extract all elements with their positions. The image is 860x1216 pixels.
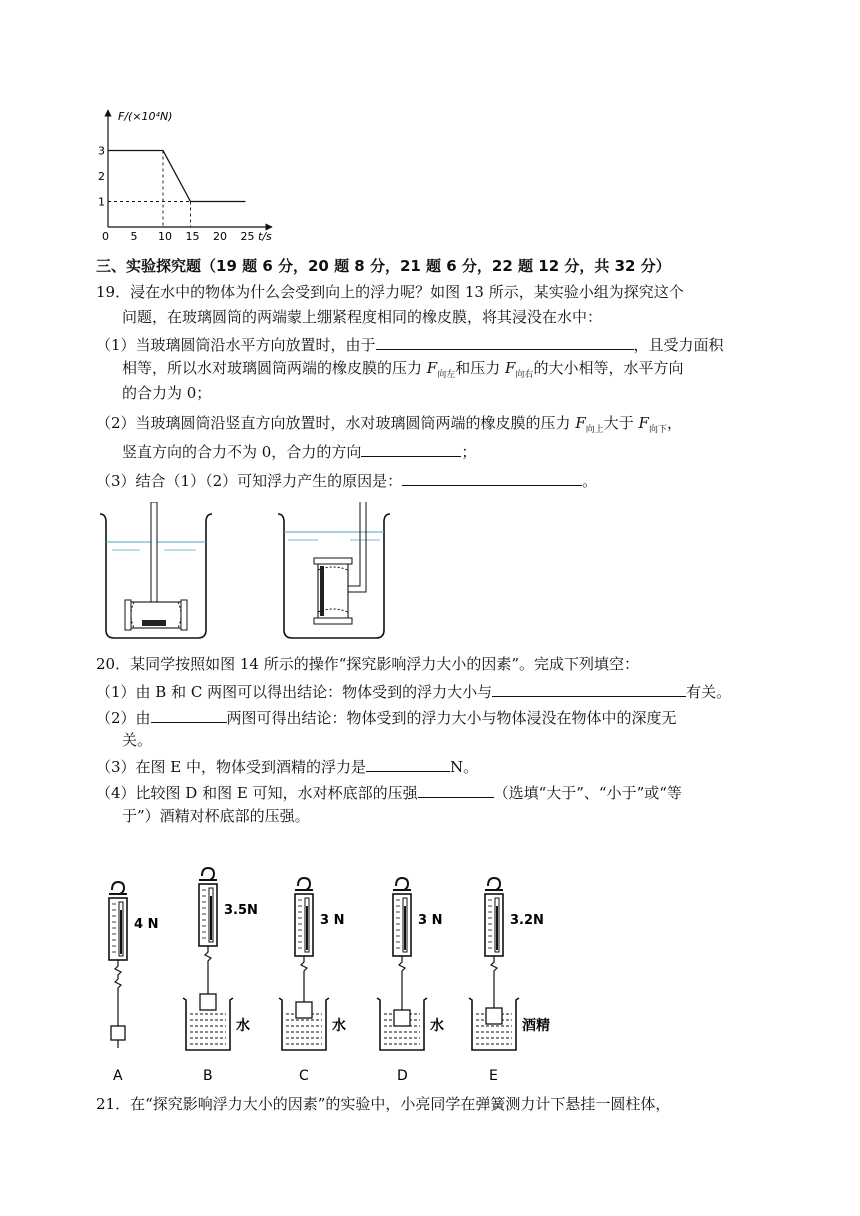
y-tick-label: 2: [98, 170, 105, 183]
q19-part3-line: [96, 469, 597, 491]
force-time-graph: [96, 104, 286, 244]
x-tick-label: 25: [240, 230, 255, 243]
q19-part2-text-a: （2）当玻璃圆筒沿竖直方向放置时，水对玻璃圆筒两端的橡皮膜的压力: [96, 414, 576, 432]
f-symbol: F: [638, 414, 649, 432]
q19-period: 。: [582, 472, 598, 490]
hanger-icon: [485, 878, 503, 890]
hanger-icon: [199, 868, 217, 880]
q20-part1: [96, 680, 731, 702]
panel-letter: E: [489, 1068, 498, 1084]
q19-part1-text-a: （1）当玻璃圆筒沿水平方向放置时，由于: [96, 336, 376, 354]
q19-bigger: 大于: [603, 414, 639, 432]
y-tick-label: 1: [98, 195, 105, 209]
q20-blank-2[interactable]: [151, 706, 227, 723]
sub-left: 向左: [437, 370, 456, 380]
sub-up: 向上: [585, 425, 604, 435]
q20-part1-text-b: 有关。: [686, 683, 732, 701]
block: [111, 1026, 125, 1040]
scale-reading: 3.5N: [224, 903, 258, 918]
scale-body: [109, 898, 127, 960]
figure14-spring-scales: [96, 858, 576, 1088]
q20-stem: 20．某同学按照如图 14 所示的操作“探究影响浮力大小的因素”。完成下列填空：: [96, 655, 640, 673]
q20-part1-text-a: （1）由 B 和 C 两图可以得出结论：物体受到的浮力大小与: [96, 683, 493, 701]
q19-blank-2[interactable]: [361, 440, 461, 457]
scale-panel-e: [469, 878, 550, 1084]
block: [486, 1008, 502, 1024]
q20-part3-text-b: N。: [450, 758, 479, 776]
q19-part1-text-c: 相等，所以水对玻璃圆筒两端的橡皮膜的压力: [122, 359, 427, 377]
x-tick-label: 5: [130, 230, 138, 243]
q20-blank-3[interactable]: [366, 755, 450, 772]
q20-part2-line2: 关。: [122, 731, 153, 749]
sub-right: 向右: [515, 370, 534, 380]
panel-letter: A: [113, 1068, 123, 1084]
q19-part2-text-b: 竖直方向的合力不为 0，合力的方向: [122, 443, 362, 461]
q20-part3-text-a: （3）在图 E 中，物体受到酒精的浮力是: [96, 758, 367, 776]
q20-part2-text-a: （2）由: [96, 709, 151, 727]
q19-blank-3[interactable]: [402, 469, 582, 486]
x-tick-label: 15: [185, 230, 200, 243]
x-tick-label: 20: [213, 230, 227, 243]
liquid-label: 水: [332, 1018, 346, 1034]
beaker-vertical: [278, 502, 390, 638]
y-tick-label: 3: [98, 144, 105, 158]
scale-body: [199, 884, 217, 946]
q20-blank-4[interactable]: [418, 781, 494, 798]
q20-part4-text-a: （4）比较图 D 和图 E 可知，水对杯底部的压强: [96, 784, 418, 802]
q19-part1-line1: [96, 333, 724, 355]
x-tick-label: 10: [158, 230, 172, 243]
scale-reading: 3 N: [418, 913, 443, 928]
q19-stem-line2: 问题，在玻璃圆筒的两端蒙上绷紧程度相同的橡皮膜，将其浸没在水中：: [122, 308, 603, 326]
q20-part2-line1: [96, 706, 677, 728]
hanger-icon: [109, 882, 127, 894]
q20-part3: [96, 755, 478, 777]
sub-down: 向下: [648, 425, 667, 435]
panel-letter: C: [299, 1068, 309, 1084]
scale-reading: 3 N: [320, 913, 345, 928]
q19-comma: ，: [666, 414, 682, 432]
q19-semicolon: ；: [461, 443, 477, 461]
scale-reading: 4 N: [134, 917, 159, 932]
f-symbol: F: [575, 414, 586, 432]
hanger-icon: [295, 878, 313, 890]
hanger-icon: [393, 878, 411, 890]
scale-body: [485, 894, 503, 956]
q19-blank-1[interactable]: [376, 333, 634, 350]
block: [394, 1010, 410, 1026]
liquid-label: 水: [236, 1018, 250, 1034]
graph-x-axis-label: t/s: [258, 230, 272, 243]
block: [200, 994, 216, 1010]
scale-reading: 3.2N: [510, 913, 544, 928]
f-symbol: F: [426, 359, 438, 377]
beaker-horizontal: [100, 502, 212, 638]
scale-body: [393, 894, 411, 956]
q21-stem: 21．在“探究影响浮力大小的因素”的实验中，小亮同学在弹簧测力计下悬挂一圆柱体，: [96, 1095, 671, 1113]
block: [296, 1002, 312, 1018]
scale-panel-c: [279, 878, 346, 1084]
q19-part3-text: （3）结合（1）（2）可知浮力产生的原因是：: [96, 472, 403, 490]
panel-letter: D: [397, 1068, 408, 1084]
figure13-beakers: [92, 502, 422, 642]
graph-y-axis-label: F/(×10⁴N): [118, 110, 173, 123]
q19-stem-line1: 19．浸在水中的物体为什么会受到向上的浮力呢？如图 13 所示，某实验小组为探究这个: [96, 283, 684, 301]
scale-panel-b: [183, 868, 258, 1084]
force-series-line: [108, 151, 246, 202]
scale-panel-d: [377, 878, 444, 1084]
q20-part2-text-b: 两图可得出结论：物体受到的浮力大小与物体浸没在物体中的深度无: [226, 709, 677, 727]
scale-panel-a: [109, 882, 158, 1084]
x-tick-label: 0: [102, 230, 109, 243]
q20-part4-text-b: （选填“大于”、“小于”或“等: [493, 784, 682, 802]
q19-part1-text-b: ，且受力面积: [633, 336, 724, 354]
liquid-label: 水: [430, 1018, 444, 1034]
q20-part4-line1: [96, 781, 682, 803]
q19-part1-line3: 的合力为 0；: [122, 384, 212, 402]
liquid-label: 酒精: [522, 1018, 550, 1034]
panel-letter: B: [203, 1068, 213, 1084]
q19-part1-text-d: 的大小相等，水平方向: [533, 359, 684, 377]
q19-part2-line1: [96, 413, 682, 440]
f-symbol: F: [505, 359, 516, 377]
q19-and: 和压力: [455, 359, 505, 377]
q20-blank-1[interactable]: [492, 680, 686, 697]
section-title: 三、实验探究题（19 题 6 分，20 题 8 分，21 题 6 分，22 题 12 分，共 32 分）: [96, 257, 671, 275]
q19-part2-line2: [122, 440, 476, 462]
q20-part4-line2: 于”）酒精对杯底部的压强。: [122, 807, 310, 825]
q19-part1-line2: [122, 358, 683, 385]
scale-body: [295, 894, 313, 956]
